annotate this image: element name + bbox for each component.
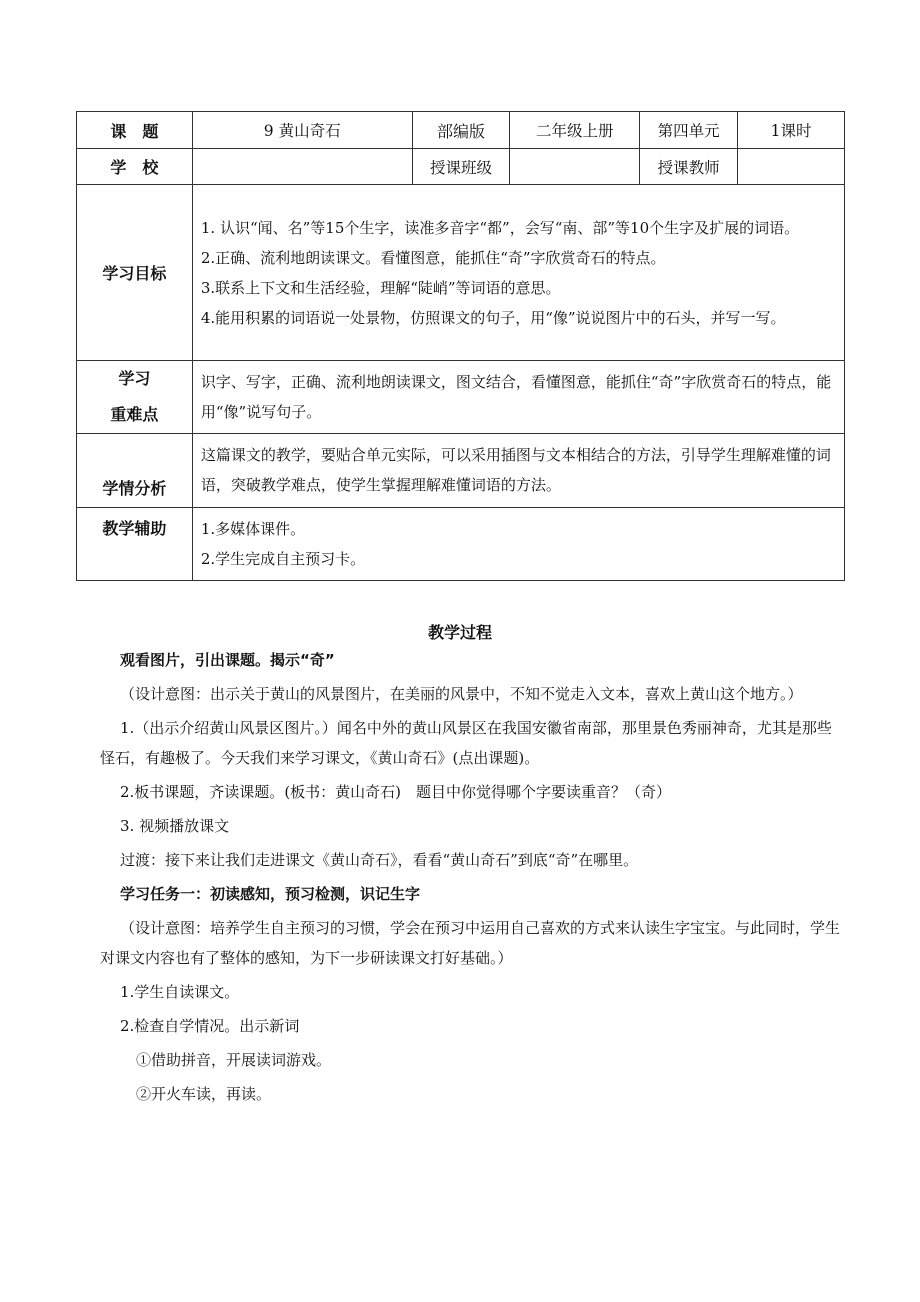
table-row [77,185,845,361]
class-value[interactable] [510,149,640,185]
step-text: 2.检查自学情况。出示新词 [120,1017,300,1035]
step-text: 2.板书课题，齐读课题。(板书：黄山奇石) 题目中你觉得哪个字要读重音？（奇） [120,783,672,801]
class-label: 授课班级 [412,149,510,185]
unit: 第四单元 [640,112,738,149]
table-row [77,361,845,434]
objective-item: 2.正确、流利地朗读课文。看懂图意，能抓住“奇”字欣赏奇石的特点。 [200,248,666,267]
process-body [100,645,845,1109]
school-value[interactable] [192,149,412,185]
aids-list [192,508,844,581]
key-points-cell [192,361,844,434]
teacher-value[interactable] [738,149,845,185]
lesson-info-table [76,111,845,581]
table-row [77,434,845,508]
step-text: 1.（出示介绍黄山风景区图片。）闻名中外的黄山风景区在我国安徽省南部，那里景色秀丽神奇，尤其是那些怪石，有趣极了。今天我们来学习课文，《黄山奇石》(点出课题)。 [100,719,832,767]
sub-step-text: ①借助拼音，开展读词游戏。 [136,1051,332,1069]
aid-item: 1.多媒体课件。 [200,520,306,538]
objective-item: 3.联系上下文和生活经验，理解“陡峭”等词语的意思。 [200,278,561,297]
design-intent: （设计意图：出示关于黄山的风景图片，在美丽的风景中，不知不觉走入文本，喜欢上黄山这个地方。） [120,685,803,703]
design-intent: （设计意图：培养学生自主预习的习惯，学会在预习中运用自己喜欢的方式来认读生字宝宝。与此同时，学生对课文内容也有了整体的感知，为下一步研读课文打好基础。） [100,919,841,967]
aid-item: 2.学生完成自主预习卡。 [200,550,366,568]
key-points-label [77,361,193,434]
lesson-title: 9 黄山奇石 [192,112,412,149]
section-heading: 观看图片，引出课题。揭示“奇” [120,651,335,669]
transition-text: 过渡：接下来让我们走进课文《黄山奇石》，看看“黄山奇石”到底“奇”在哪里。 [120,851,639,869]
table-row [77,508,845,581]
objective-item: 1. 认识“闻、名”等15个生字，读准多音字“都”，会写“南、部”等10个生字及扩展的词语。 [200,218,800,237]
task-heading: 学习任务一：初读感知，预习检测，识记生字 [120,885,421,903]
topic-label: 课 题 [77,112,193,149]
analysis-cell [192,434,844,508]
key-points-label-line2: 重难点 [110,405,159,424]
analysis-text: 这篇课文的教学，要贴合单元实际，可以采用插图与文本相结合的方法，引导学生理解难懂的词语，突破教学难点，使学生掌握理解难懂词语的方法。 [200,446,831,494]
table-row [77,112,845,149]
periods: 1课时 [738,112,845,149]
step-text: 3. 视频播放课文 [120,817,230,835]
process-title: 教学过程 [427,623,492,642]
step-text: 1.学生自读课文。 [120,983,240,1001]
key-points-label-line1: 学习 [118,369,151,388]
analysis-label: 学情分析 [77,434,193,508]
edition: 部编版 [412,112,510,149]
school-label: 学 校 [77,149,193,185]
table-row [77,149,845,185]
teacher-label: 授课教师 [640,149,738,185]
key-points-text: 识字、写字，正确、流利地朗读课文，图文结合，看懂图意，能抓住“奇”字欣赏奇石的特点，能用“像”说写句子。 [200,373,832,421]
objectives-label: 学习目标 [77,185,193,361]
sub-step-text: ②开火车读，再读。 [136,1085,272,1103]
objective-item: 4.能用积累的词语说一处景物，仿照课文的句子，用“像”说说图片中的石头，并写一写。 [200,308,786,327]
aids-label: 教学辅助 [77,508,193,581]
grade: 二年级上册 [510,112,640,149]
objectives-list [192,185,844,361]
